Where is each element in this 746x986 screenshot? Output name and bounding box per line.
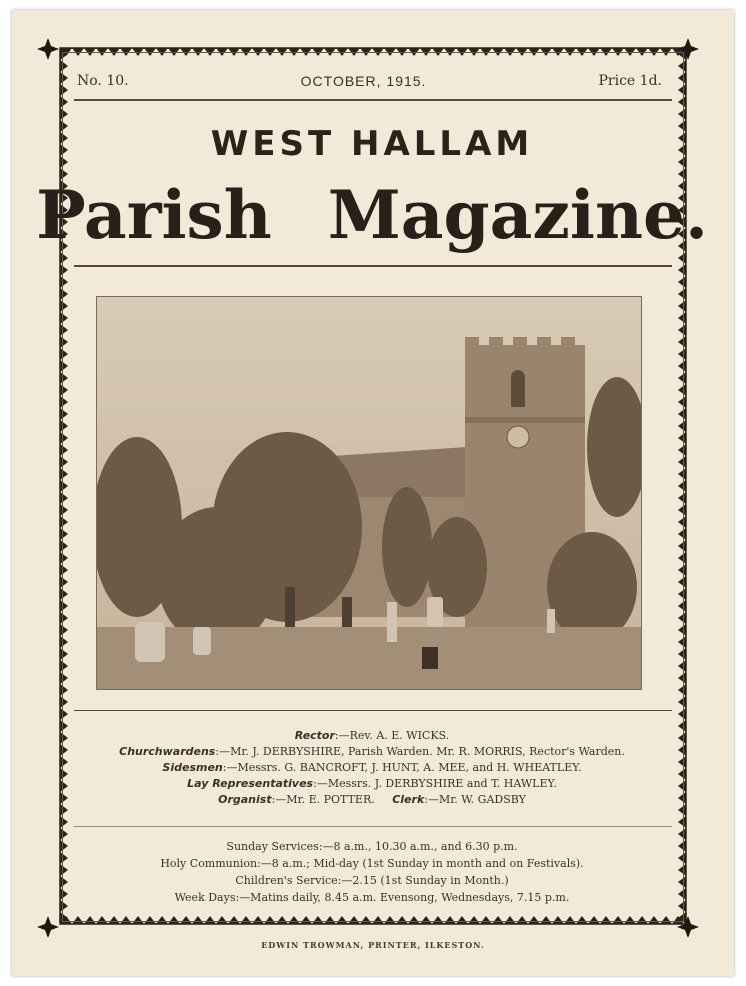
info-rule-mid [74, 826, 672, 827]
sunday-services-line: Sunday Services:—8 a.m., 10.30 a.m., and 6.30 p.m. [226, 840, 518, 853]
printer-credit: EDWIN TROWMAN, PRINTER, ILKESTON. [261, 940, 485, 950]
issue-number: No. 10. [77, 73, 129, 89]
sidesmen-line: Sidesmen:—Messrs. G. BANCROFT, J. HUNT, A. MEE, and H. WHEATLEY. [162, 761, 582, 774]
title-word-magazine: Magazine. [327, 176, 708, 254]
church-officers [62, 728, 682, 808]
rector-line: Rector:—Rev. A. E. WICKS. [294, 729, 450, 742]
title-parish-magazine [36, 170, 708, 260]
holy-communion-line: Holy Communion:—8 a.m.; Mid-day (1st Sunday in month and on Festivals). [160, 857, 584, 870]
lay-representatives-line: Lay Representatives:—Messrs. J. DERBYSHIRE and T. HAWLEY. [187, 777, 557, 790]
title-word-parish: Parish [36, 176, 272, 254]
header-rule [74, 99, 672, 101]
issue-date: OCTOBER, 1915. [300, 73, 427, 89]
churchwardens-line: Churchwardens:—Mr. J. DERBYSHIRE, Parish Warden. Mr. R. MORRIS, Rector's Warden. [119, 745, 625, 758]
church-scene [97, 297, 641, 689]
childrens-service-line: Children's Service:—2.15 (1st Sunday in Month.) [235, 874, 509, 887]
week-days-line: Week Days:—Matins daily, 8.45 a.m. Evensong, Wednesdays, 7.15 p.m. [174, 891, 570, 904]
church-photograph [96, 296, 642, 690]
title-rule [74, 265, 672, 267]
organist-clerk-line: Organist:—Mr. E. POTTER. Clerk:—Mr. W. GADSBY [218, 793, 526, 806]
service-times [62, 838, 682, 906]
title-west-hallam: WEST HALLAM [210, 124, 534, 164]
issue-price: Price 1d. [598, 73, 662, 89]
header-row [77, 70, 662, 92]
info-rule-top [74, 710, 672, 711]
